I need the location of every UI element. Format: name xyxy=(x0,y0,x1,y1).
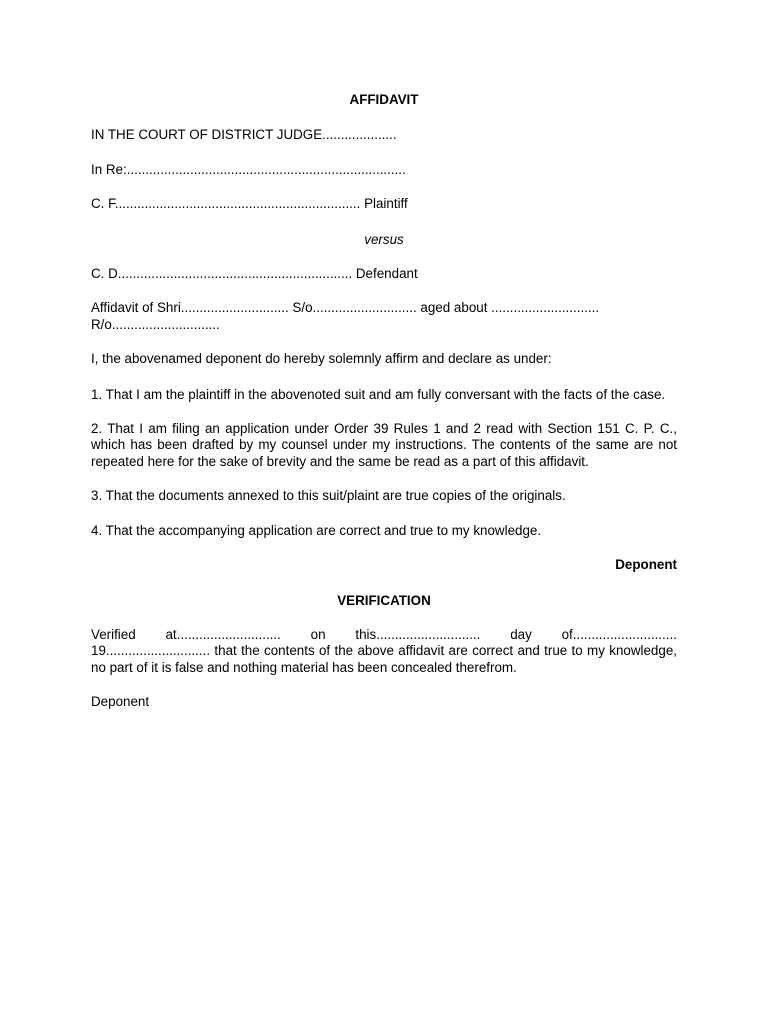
plaintiff-line: C. F.................................................................. Plaintiff xyxy=(91,196,408,212)
verified-this-blank: this............................ xyxy=(355,626,481,642)
verified-word: Verified xyxy=(91,626,136,642)
deponent-signature-label: Deponent xyxy=(615,557,677,573)
declaration-item-3: 3. That the documents annexed to this suit/plaint are true copies of the originals. xyxy=(91,488,566,504)
verified-day-word: day xyxy=(510,626,532,642)
verification-title: VERIFICATION xyxy=(337,592,431,608)
intro-statement: I, the abovenamed deponent do hereby solemnly affirm and declare as under: xyxy=(91,351,552,367)
versus-label: versus xyxy=(364,231,404,247)
verified-on-word: on xyxy=(310,626,326,642)
document-title: AFFIDAVIT xyxy=(349,92,419,107)
verification-paragraph xyxy=(91,627,677,676)
affidavit-of-block xyxy=(91,300,677,333)
declaration-item-1: 1. That I am the plaintiff in the abovenoted suit and am fully conversant with the facts of the case. xyxy=(91,386,666,402)
declaration-item-2: 2. That I am filing an application under Order 39 Rules 1 and 2 read with Section 151 C. P. C., which has been drafted by my counsel under my instructions. The contents of the same are not repeated here for the sake of brevity and the same be read as a part of this affidavit. xyxy=(91,421,677,469)
verification-rest: 19............................ that the contents of the above affidavit are correct and true to my knowledge, no part of it is false and nothing material has been concealed therefrom. xyxy=(91,643,677,675)
verified-at-blank: at............................ xyxy=(165,626,281,642)
in-re-line: In Re:........................................................................... xyxy=(91,161,406,177)
affidavit-of-line: Affidavit of Shri............................. S/o............................ aged about ............................. xyxy=(91,300,600,316)
deponent-final-label: Deponent xyxy=(91,694,150,710)
verification-first-line xyxy=(91,627,677,643)
declaration-item-4: 4. That the accompanying application are correct and true to my knowledge. xyxy=(91,522,542,538)
residence-line: R/o............................. xyxy=(91,316,220,332)
court-line: IN THE COURT OF DISTRICT JUDGE.................... xyxy=(91,127,397,143)
defendant-line: C. D............................................................... Defendant xyxy=(91,266,418,282)
verified-of-blank: of............................ xyxy=(561,626,677,642)
